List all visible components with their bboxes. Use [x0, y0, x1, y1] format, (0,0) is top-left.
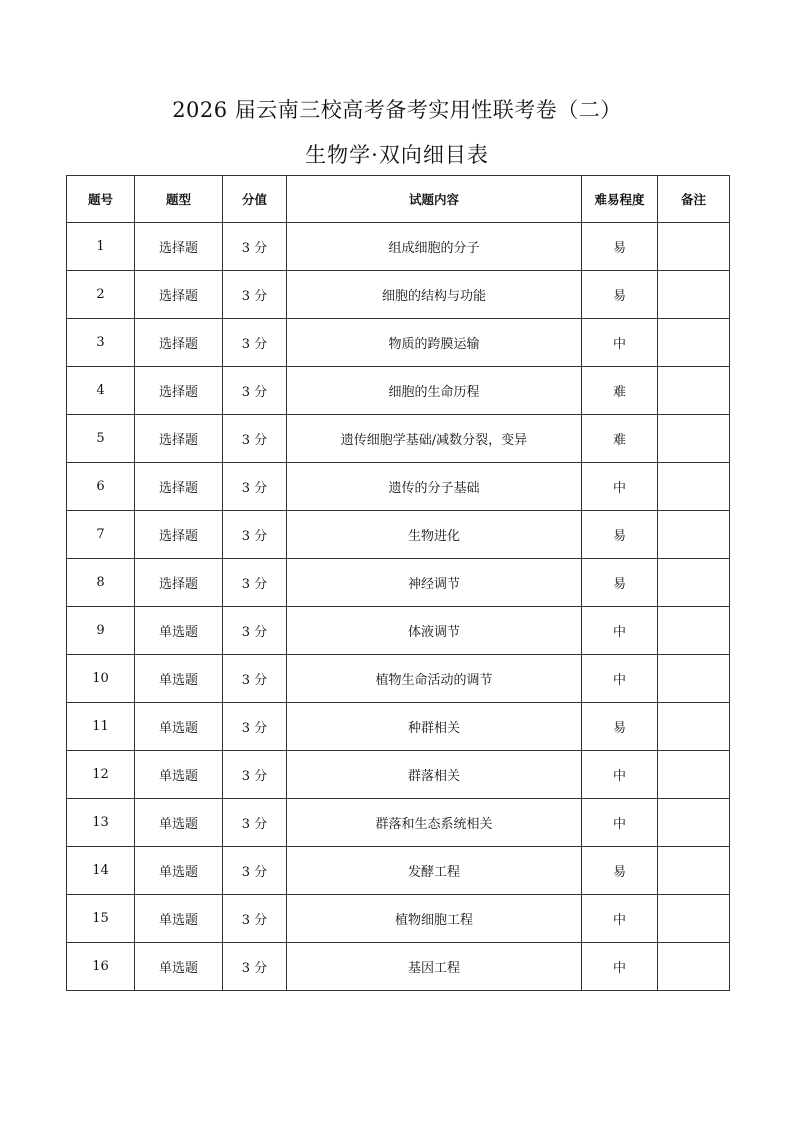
cell-note — [658, 271, 730, 319]
cell-score: 3 分 — [223, 271, 287, 319]
cell-content: 组成细胞的分子 — [287, 223, 582, 271]
cell-content: 细胞的生命历程 — [287, 367, 582, 415]
cell-no: 7 — [67, 511, 135, 559]
table-row — [67, 559, 730, 607]
table-row — [67, 655, 730, 703]
cell-score: 3 分 — [223, 367, 287, 415]
cell-score: 3 分 — [223, 847, 287, 895]
cell-no: 1 — [67, 223, 135, 271]
cell-type: 选择题 — [135, 463, 223, 511]
cell-difficulty: 易 — [582, 271, 658, 319]
cell-note — [658, 655, 730, 703]
table-row — [67, 415, 730, 463]
cell-type: 单选题 — [135, 703, 223, 751]
cell-content: 发酵工程 — [287, 847, 582, 895]
cell-type: 选择题 — [135, 319, 223, 367]
cell-note — [658, 559, 730, 607]
table-row — [67, 319, 730, 367]
header-type: 题型 — [135, 176, 223, 223]
cell-score: 3 分 — [223, 703, 287, 751]
cell-content: 群落相关 — [287, 751, 582, 799]
cell-no: 2 — [67, 271, 135, 319]
table-row — [67, 223, 730, 271]
cell-difficulty: 中 — [582, 895, 658, 943]
table-row — [67, 463, 730, 511]
cell-no: 10 — [67, 655, 135, 703]
cell-type: 选择题 — [135, 511, 223, 559]
cell-note — [658, 415, 730, 463]
cell-difficulty: 难 — [582, 415, 658, 463]
cell-difficulty: 中 — [582, 751, 658, 799]
cell-score: 3 分 — [223, 559, 287, 607]
cell-content: 遗传细胞学基础/减数分裂，变异 — [287, 415, 582, 463]
cell-score: 3 分 — [223, 655, 287, 703]
header-no: 题号 — [67, 176, 135, 223]
cell-no: 11 — [67, 703, 135, 751]
cell-type: 选择题 — [135, 223, 223, 271]
cell-score: 3 分 — [223, 415, 287, 463]
cell-score: 3 分 — [223, 751, 287, 799]
cell-note — [658, 319, 730, 367]
cell-note — [658, 223, 730, 271]
cell-type: 选择题 — [135, 559, 223, 607]
cell-no: 14 — [67, 847, 135, 895]
table-row — [67, 895, 730, 943]
cell-content: 群落和生态系统相关 — [287, 799, 582, 847]
cell-type: 单选题 — [135, 751, 223, 799]
cell-no: 16 — [67, 943, 135, 991]
cell-content: 生物进化 — [287, 511, 582, 559]
cell-type: 选择题 — [135, 271, 223, 319]
cell-note — [658, 511, 730, 559]
cell-note — [658, 703, 730, 751]
cell-note — [658, 607, 730, 655]
cell-no: 3 — [67, 319, 135, 367]
header-score: 分值 — [223, 176, 287, 223]
document-title: 2026 届云南三校高考备考实用性联考卷（二） — [172, 98, 622, 122]
cell-content: 细胞的结构与功能 — [287, 271, 582, 319]
cell-difficulty: 中 — [582, 943, 658, 991]
table-row — [67, 751, 730, 799]
table-row — [67, 607, 730, 655]
cell-type: 单选题 — [135, 655, 223, 703]
cell-difficulty: 难 — [582, 367, 658, 415]
cell-difficulty: 中 — [582, 607, 658, 655]
cell-content: 基因工程 — [287, 943, 582, 991]
cell-type: 单选题 — [135, 895, 223, 943]
cell-difficulty: 中 — [582, 463, 658, 511]
cell-no: 4 — [67, 367, 135, 415]
cell-type: 单选题 — [135, 607, 223, 655]
cell-note — [658, 943, 730, 991]
cell-difficulty: 易 — [582, 511, 658, 559]
table-header-row — [67, 176, 730, 223]
header-content: 试题内容 — [287, 176, 582, 223]
cell-note — [658, 367, 730, 415]
cell-content: 物质的跨膜运输 — [287, 319, 582, 367]
cell-difficulty: 易 — [582, 703, 658, 751]
cell-type: 选择题 — [135, 415, 223, 463]
cell-note — [658, 799, 730, 847]
cell-content: 遗传的分子基础 — [287, 463, 582, 511]
cell-no: 12 — [67, 751, 135, 799]
cell-no: 9 — [67, 607, 135, 655]
table-row — [67, 271, 730, 319]
cell-score: 3 分 — [223, 895, 287, 943]
table-row — [67, 703, 730, 751]
table-row — [67, 799, 730, 847]
cell-type: 选择题 — [135, 367, 223, 415]
cell-score: 3 分 — [223, 799, 287, 847]
cell-no: 8 — [67, 559, 135, 607]
cell-note — [658, 895, 730, 943]
cell-difficulty: 中 — [582, 799, 658, 847]
table-row — [67, 847, 730, 895]
cell-difficulty: 易 — [582, 559, 658, 607]
cell-score: 3 分 — [223, 223, 287, 271]
table-row — [67, 943, 730, 991]
cell-no: 15 — [67, 895, 135, 943]
table-row — [67, 367, 730, 415]
cell-note — [658, 751, 730, 799]
cell-score: 3 分 — [223, 511, 287, 559]
header-note: 备注 — [658, 176, 730, 223]
cell-type: 单选题 — [135, 847, 223, 895]
cell-difficulty: 中 — [582, 655, 658, 703]
cell-score: 3 分 — [223, 607, 287, 655]
cell-no: 13 — [67, 799, 135, 847]
header-difficulty: 难易程度 — [582, 176, 658, 223]
cell-score: 3 分 — [223, 463, 287, 511]
cell-type: 单选题 — [135, 943, 223, 991]
cell-note — [658, 463, 730, 511]
cell-difficulty: 易 — [582, 847, 658, 895]
table-row — [67, 511, 730, 559]
spec-table — [66, 175, 730, 991]
cell-score: 3 分 — [223, 943, 287, 991]
document-subtitle: 生物学·双向细目表 — [305, 143, 489, 167]
cell-no: 5 — [67, 415, 135, 463]
cell-content: 神经调节 — [287, 559, 582, 607]
cell-content: 体液调节 — [287, 607, 582, 655]
cell-content: 植物生命活动的调节 — [287, 655, 582, 703]
cell-type: 单选题 — [135, 799, 223, 847]
cell-note — [658, 847, 730, 895]
cell-score: 3 分 — [223, 319, 287, 367]
cell-no: 6 — [67, 463, 135, 511]
cell-difficulty: 中 — [582, 319, 658, 367]
cell-content: 种群相关 — [287, 703, 582, 751]
cell-content: 植物细胞工程 — [287, 895, 582, 943]
cell-difficulty: 易 — [582, 223, 658, 271]
